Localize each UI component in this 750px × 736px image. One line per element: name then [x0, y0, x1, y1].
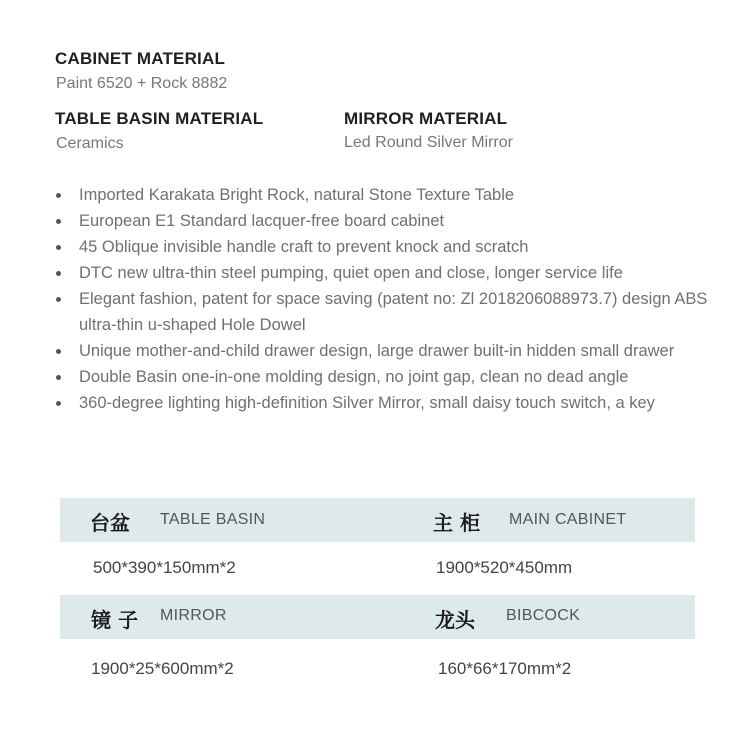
feature-item: DTC new ultra-thin steel pumping, quiet open and close, longer service life — [54, 260, 724, 286]
feature-item: Unique mother-and-child drawer design, large drawer built-in hidden small drawer — [54, 338, 724, 364]
table-basin-cn-label: 台盆 — [90, 511, 130, 535]
bibcock-dimension: 160*66*170mm*2 — [438, 659, 572, 678]
dimension-header-band — [60, 595, 695, 639]
table-basin-material-value: Ceramics — [56, 135, 124, 152]
cabinet-material-label: CABINET MATERIAL — [55, 49, 226, 68]
mirror-material-value: Led Round Silver Mirror — [344, 134, 513, 151]
feature-list — [54, 182, 724, 416]
mirror-en-label: MIRROR — [160, 607, 227, 624]
main-cabinet-dimension: 1900*520*450mm — [436, 558, 573, 577]
table-basin-dimension: 500*390*150mm*2 — [93, 558, 236, 577]
feature-item: Double Basin one-in-one molding design, no joint gap, clean no dead angle — [54, 364, 724, 390]
mirror-dimension: 1900*25*600mm*2 — [91, 659, 234, 678]
cabinet-material-value: Paint 6520 + Rock 8882 — [56, 75, 228, 92]
feature-item: 360-degree lighting high-definition Silver Mirror, small daisy touch switch, a key — [54, 390, 724, 416]
feature-item: Imported Karakata Bright Rock, natural Stone Texture Table — [54, 182, 724, 208]
main-cabinet-cn-label: 主 柜 — [433, 511, 480, 535]
feature-item: Elegant fashion, patent for space saving (patent no: Zl 2018206088973.7) design ABS ultra-thin u-shaped Hole Dowel — [54, 286, 724, 338]
table-basin-en-label: TABLE BASIN — [160, 511, 266, 528]
bibcock-cn-label: 龙头 — [435, 608, 475, 632]
feature-item: European E1 Standard lacquer-free board cabinet — [54, 208, 724, 234]
table-basin-material-label: TABLE BASIN MATERIAL — [55, 109, 264, 128]
main-cabinet-en-label: MAIN CABINET — [509, 511, 627, 528]
bibcock-en-label: BIBCOCK — [506, 607, 581, 624]
mirror-material-label: MIRROR MATERIAL — [344, 109, 508, 128]
feature-item: 45 Oblique invisible handle craft to prevent knock and scratch — [54, 234, 724, 260]
mirror-cn-label: 镜 子 — [91, 608, 138, 632]
